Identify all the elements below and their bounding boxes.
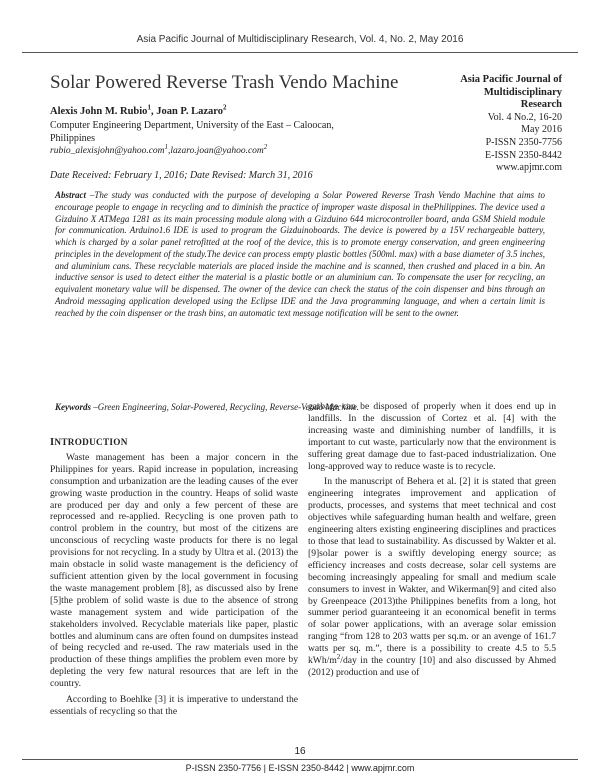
left-paragraph-1: Waste management has been a major concern in the Philippines for years. Rapid increase in population, increasing consumption and urbanization are the leading causes of the ever growing waste production in the country. Heaps of solid waste are produced per day and only a few percent of these are reprocessed and re-applied. Recycling is one proven path to control problem in the country, but most of the citizens are unconscious of recycling waste products for there is no legal provisions for not recycling. In a study by Ultra et al. (2013) the main obstacle in solid waste management is the deficiency of sufficient attention given by the local government in focusing the waste management problem [8], as discussed also by Irene [5]the problem of solid waste is due to the absence of strong waste management system and wide participation of the stakeholders involved. Recyclable materials like paper, plastic bottles and aluminum cans are often found on dumpsites instead of being recycled and re-used. The raw materials used in the production of these things amplifies the problem even more by depleting the very few natural resources that are left in the country.	[50, 451, 298, 690]
email-2[interactable]: lazaro.joan@yahoo.com	[170, 146, 264, 156]
email-2-sup: 2	[263, 142, 268, 151]
page-number: 16	[294, 746, 306, 757]
affiliation-line2: Philippines	[50, 132, 96, 144]
abstract-label: Abstract	[55, 190, 87, 200]
right-column	[308, 401, 556, 679]
right-paragraph-2	[308, 476, 556, 678]
keywords-text: –Green Engineering, Solar-Powered, Recycling, Reverse-Vendo Machine.	[91, 402, 360, 412]
right-paragraph-2-text: In the manuscript of Behera et al. [2] it is stated that green engineering integrates improvement and application of products, processes, and systems that meet technical and cost objectives while safeguarding human health and welfare, green engineering alters existing engineering disciplines and practices to those that lead to sustainability. As discussed by Wakter et al. [9]solar power is a swiftly developing energy source; as efficiency increases and costs decrease, solar cell systems are becoming increasingly appealing for small and medium scale consumers to invest in Wakter, and Wikerman[9] and cited also by Greenpeace (2013)the Philippines benefits from a long, hot summer period guaranteeing it an economical benefit in terms of solar power applications, with an average solar emission ranging “from 128 to 203 watts per sq.m. or an avenge of 161.7 watts per sq. m.”, there is a possibility to create 4.5 to 5.5 kWh/m	[308, 476, 556, 667]
journal-website[interactable]: www.apjmr.com	[495, 162, 562, 174]
footer: P-ISSN 2350-7756 | E-ISSN 2350-8442 | www.apjmr.com	[185, 763, 415, 773]
paper-title: Solar Powered Reverse Trash Vendo Machine	[50, 72, 399, 93]
author-2-sup: 2	[223, 103, 227, 112]
author-1: Alexis John M. Rubio	[50, 106, 148, 117]
right-paragraph-2-sup: 2	[336, 652, 341, 661]
journal-date: May 2016	[521, 124, 562, 136]
intro-heading-initial: I	[50, 437, 55, 448]
author-2: Joan P. Lazaro	[156, 106, 223, 117]
received-dates: Date Received: February 1, 2016; Date Revised: March 31, 2016	[50, 170, 313, 181]
introduction-heading	[50, 437, 298, 449]
email-1[interactable]: rubio_alexisjohn@yahoo.com	[50, 146, 165, 156]
journal-pissn: P-ISSN 2350-7756	[485, 136, 562, 148]
author-1-sup: 1	[147, 103, 151, 112]
journal-eissn: E-ISSN 2350-8442	[485, 149, 562, 161]
left-column	[50, 437, 298, 718]
footer-rule	[22, 759, 578, 760]
keywords-label: Keywords	[55, 402, 91, 412]
author-emails	[50, 142, 268, 156]
email-separator: ,	[168, 146, 171, 156]
intro-heading-rest: NTRODUCTION	[54, 437, 128, 447]
running-head: Asia Pacific Journal of Multidisciplinary Research, Vol. 4, No. 2, May 2016	[136, 34, 464, 45]
journal-name-line1: Asia Pacific Journal of	[460, 74, 562, 85]
journal-info	[442, 74, 562, 175]
journal-volume: Vol. 4 No.2, 16-20	[487, 111, 562, 123]
right-paragraph-2-tail: /day in the country [10] and also discussed by Ahmed (2012) production and use of	[308, 655, 556, 678]
left-paragraph-2: According to Boehlke [3] it is imperative to understand the essentials of recycling so that the	[50, 694, 298, 717]
author-separator: ,	[150, 106, 157, 117]
journal-name-line2: Multidisciplinary Research	[483, 86, 562, 111]
email-1-sup: 1	[164, 142, 169, 151]
affiliation	[50, 120, 430, 145]
right-paragraph-1: garbage can be disposed of properly when it does end up in landfills. In the discussion of Cortez et al. [4] with the increasing waste and diminishing number of landfills, it is important to cut waste, particularly now that the environment is suffering great damage due to fast-paced industrialization. One long-approved way to reduce waste is to recycle.	[308, 401, 556, 472]
abstract	[55, 190, 545, 319]
header-rule	[22, 52, 578, 53]
author-list	[50, 103, 227, 117]
affiliation-line1: Computer Engineering Department, University of the East – Caloocan,	[50, 120, 334, 131]
abstract-text: –The study was conducted with the purpose of developing a Solar Powered Reverse Trash Vendo Machine that aims to encourage people to engage in recycling and to diminish the practice of improper waste disposal in thePhilippines. The device used a Gizduino X ATMega 1281 as its main processing module along with a Gizduino 644 microcontroller board, anda GSM Shield module for communication. Arduino1.6 IDE is used to program the Gizduinoboards. The device is powered by a 15V rechargeable battery, which is charged by a solar panel retrofitted at the roof of the device, this is to promote energy conservation, and green engineering principles in the development of the study.The device can process empty plastic bottles (500ml. max) with a base diameter of 3.5 inches, and aluminium cans. These recyclable materials are placed inside the machine and is scanned, then crushed and placed in a bin. An inductive sensor is used to detect either the material is a plastic bottle or an aluminium can. To compensate the user for recycling, an equivalent monetary value will be dispensed. The owner of the device can check the status of the coin dispenser and bins through an Android messaging application developed using the Eclipse IDE and the Java programming language, and when a certain limit is reached by the coin dispenser or the trash bins, an automatic text message notification will be sent to the owner.	[55, 190, 545, 318]
